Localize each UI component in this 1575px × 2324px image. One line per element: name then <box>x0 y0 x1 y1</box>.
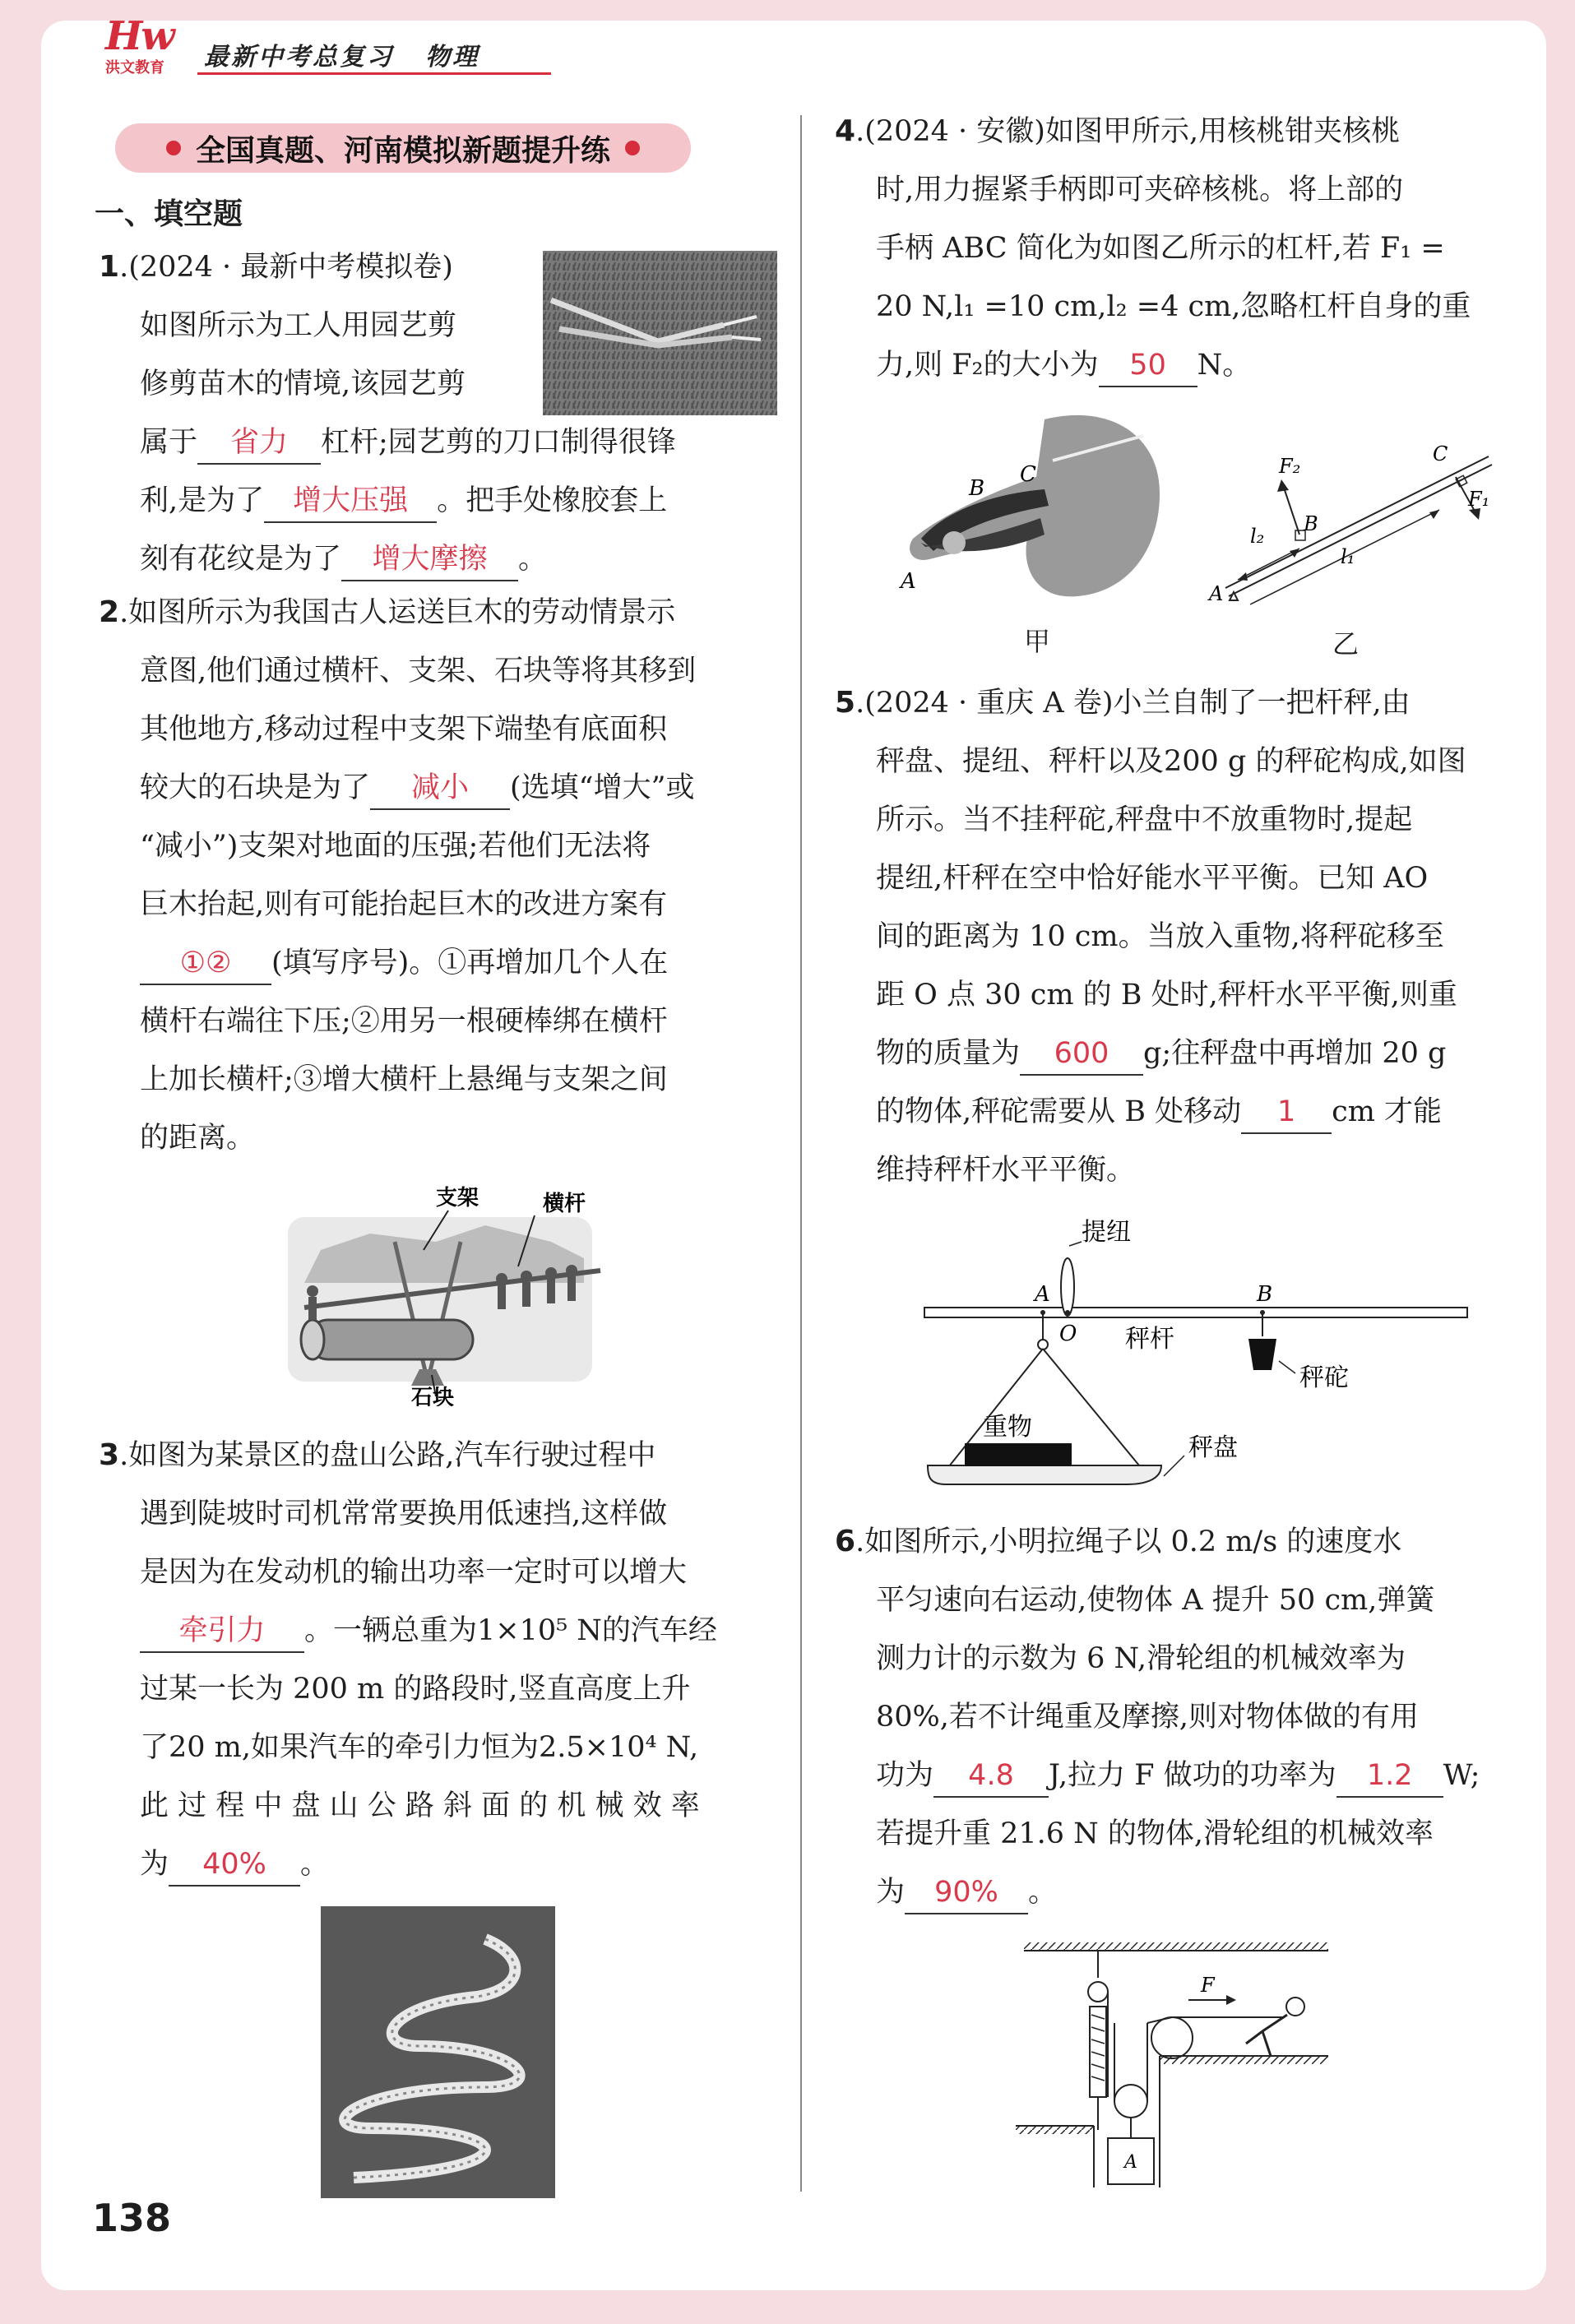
q6-line7b: 。 <box>1028 1876 1058 1909</box>
shears-photo <box>543 251 777 415</box>
q3-line8a: 为 <box>140 1848 169 1881</box>
q4b-label-C: C <box>1433 442 1448 465</box>
question-2 <box>99 584 790 1168</box>
pulley-system-diagram <box>1016 1941 1336 2187</box>
section-title <box>115 123 691 173</box>
subject-label: 物理 <box>425 43 479 72</box>
q5-line6: 距 O 点 30 cm 的 B 处时,秤杆水平平衡,则重 <box>876 979 1457 1012</box>
page-header <box>0 0 1575 92</box>
q3-line6: 了20 m,如果汽车的牵引力恒为2.5×10⁴ N, <box>140 1731 699 1764</box>
q6-line6: 若提升重 21.6 N 的物体,滑轮组的机械效率 <box>876 1817 1434 1850</box>
q5-answer-2: 1 <box>1241 1091 1332 1134</box>
label-pole: 横杆 <box>543 1192 586 1216</box>
q3-line7: 此 过 程 中 盘 山 公 路 斜 面 的 机 械 效 率 <box>140 1789 700 1822</box>
log-transport-illustration <box>271 1184 617 1406</box>
q4b-label-B: B <box>1304 512 1318 535</box>
q3-answer-1: 牵引力 <box>140 1610 304 1653</box>
q1-line6a: 刻有花纹是为了 <box>140 543 342 576</box>
logo-subtitle: 洪文教育 <box>105 59 164 76</box>
question-number: 6 <box>835 1525 856 1558</box>
q2-line4b: (选填“增大”或 <box>510 771 695 804</box>
q6-line5b: J,拉力 F 做功的功率为 <box>1049 1759 1336 1792</box>
label-O: O <box>1059 1322 1077 1346</box>
q6-answer-1: 4.8 <box>933 1755 1049 1798</box>
steelyard-diagram <box>913 1209 1489 1505</box>
q1-answer-3: 增大摩擦 <box>341 539 518 581</box>
q3-line3: 是因为在发动机的输出功率一定时可以增大 <box>140 1556 688 1589</box>
q2-answer-1: 减小 <box>370 767 510 810</box>
q4b-label-A: A <box>1209 582 1224 605</box>
figure-a-caption: 甲 <box>1024 626 1051 657</box>
label-rod: 秤杆 <box>1125 1325 1174 1354</box>
q1-line5a: 利,是为了 <box>140 484 265 517</box>
q2-line9: 上加长横杆;③增大横杆上悬绳与支架之间 <box>140 1063 668 1096</box>
q6-answer-2: 1.2 <box>1336 1755 1443 1798</box>
column-divider <box>800 115 802 2192</box>
q2-line5: “减小”)支架对地面的压强;若他们无法将 <box>140 830 651 863</box>
label-A: A <box>1035 1282 1050 1307</box>
q2-line1: .如图所示为我国古人运送巨木的劳动情景示 <box>119 596 676 629</box>
q5-line4: 提纽,杆秤在空中恰好能水平平衡。已知 AO <box>876 862 1429 895</box>
q4-line5b: N。 <box>1197 349 1252 382</box>
nutcracker-photo <box>896 403 1168 609</box>
q2-line6: 巨木抬起,则有可能抬起巨木的改进方案有 <box>140 888 668 921</box>
q5-line1: .(2024 · 重庆 A 卷)小兰自制了一把杆秤,由 <box>855 687 1411 720</box>
question-number: 2 <box>99 595 120 629</box>
q5-line8b: cm 才能 <box>1332 1095 1443 1128</box>
logo-mark: Hw <box>105 13 174 59</box>
q3-line4b: 。一辆总重为1×10⁵ N的汽车经 <box>304 1614 717 1647</box>
q6-line2: 平匀速向右运动,使物体 A 提升 50 cm,弹簧 <box>876 1584 1435 1617</box>
label-block-A: A <box>1124 2152 1137 2173</box>
q1-line3: 修剪苗木的情境,该园艺剪 <box>140 368 466 400</box>
q6-line1: .如图所示,小明拉绳子以 0.2 m/s 的速度水 <box>855 1525 1402 1558</box>
question-3 <box>99 1427 790 1894</box>
q2-line7b: (填写序号)。①再增加几个人在 <box>271 947 669 979</box>
q4a-label-C: C <box>1020 462 1036 487</box>
q4b-label-F1: F₁ <box>1468 488 1490 511</box>
q5-line8a: 的物体,秤砣需要从 B 处移动 <box>876 1095 1242 1128</box>
question-5 <box>835 674 1526 1200</box>
lever-diagram <box>1193 428 1513 609</box>
q2-line8: 横杆右端往下压;②用另一根硬棒绑在横杆 <box>140 1005 668 1038</box>
q5-line7a: 物的质量为 <box>876 1037 1021 1070</box>
section-title-text: 全国真题、河南模拟新题提升练 <box>195 133 610 168</box>
q2-line10: 的距离。 <box>140 1122 256 1155</box>
label-knob: 提纽 <box>1082 1218 1131 1247</box>
page-number: 138 <box>92 2196 172 2240</box>
q1-line4a: 属于 <box>140 426 198 459</box>
q1-line5b: 。把手处橡胶套上 <box>437 484 668 517</box>
q2-line2: 意图,他们通过横杆、支架、石块等将其移到 <box>140 655 697 687</box>
q4-line5a: 力,则 F₂的大小为 <box>876 349 1099 382</box>
q4-answer-1: 50 <box>1099 345 1197 387</box>
q6-answer-3: 90% <box>905 1872 1028 1914</box>
question-number: 3 <box>99 1438 120 1472</box>
q2-line3: 其他地方,移动过程中支架下端垫有底面积 <box>140 713 668 746</box>
label-stone: 石块 <box>411 1386 455 1406</box>
q4-line1: .(2024 · 安徽)如图甲所示,用核桃钳夹核桃 <box>855 115 1401 148</box>
q5-line3: 所示。当不挂秤砣,秤盘中不放重物时,提起 <box>876 803 1413 836</box>
q1-line2: 如图所示为工人用园艺剪 <box>140 309 457 342</box>
q6-line5c: W; <box>1443 1759 1480 1792</box>
question-number: 1 <box>99 250 120 284</box>
label-B: B <box>1257 1282 1273 1307</box>
q3-answer-2: 40% <box>169 1844 300 1887</box>
q4-line4: 20 N,l₁ =10 cm,l₂ =4 cm,忽略杠杆自身的重 <box>876 290 1471 323</box>
q6-line4: 80%,若不计绳重及摩擦,则对物体做的有用 <box>876 1701 1420 1734</box>
publisher-logo <box>105 13 196 76</box>
subheading: 一、填空题 <box>95 197 243 231</box>
label-support: 支架 <box>436 1186 479 1211</box>
mountain-road-photo <box>321 1906 555 2198</box>
question-6 <box>835 1513 1526 1922</box>
q4b-label-l1: l₁ <box>1341 545 1355 568</box>
q5-line9: 维持秤杆水平平衡。 <box>876 1154 1136 1187</box>
q6-line5a: 功为 <box>876 1759 934 1792</box>
q3-line5: 过某一长为 200 m 的路段时,竖直高度上升 <box>140 1673 691 1706</box>
q2-answer-2: ①② <box>140 942 271 985</box>
q4-line2: 时,用力握紧手柄即可夹碎核桃。将上部的 <box>876 174 1404 206</box>
q5-answer-1: 600 <box>1020 1033 1143 1076</box>
question-number: 5 <box>835 686 856 720</box>
q3-line2: 遇到陡坡时司机常常要换用低速挡,这样做 <box>140 1498 668 1530</box>
q3-line1: .如图为某景区的盘山公路,汽车行驶过程中 <box>119 1439 656 1472</box>
label-weight: 秤砣 <box>1299 1363 1349 1392</box>
q6-line7a: 为 <box>876 1876 906 1909</box>
q2-line4a: 较大的石块是为了 <box>140 771 371 804</box>
q1-answer-2: 增大压强 <box>264 480 437 523</box>
q5-line5: 间的距离为 10 cm。当放入重物,将秤砣移至 <box>876 920 1444 953</box>
q1-line6b: 。 <box>518 543 548 576</box>
book-title: 最新中考总复习 <box>204 43 394 72</box>
q4b-label-l2: l₂ <box>1250 525 1265 548</box>
q6-line3: 测力计的示数为 6 N,滑轮组的机械效率为 <box>876 1642 1406 1675</box>
q5-line2: 秤盘、提纽、秤杆以及200 g 的秤砣构成,如图 <box>876 745 1466 778</box>
q1-line1: .(2024 · 最新中考模拟卷) <box>119 251 453 284</box>
q4a-label-B: B <box>969 476 985 501</box>
label-object: 重物 <box>983 1413 1032 1442</box>
q1-line4b: 杠杆;园艺剪的刀口制得很锋 <box>321 426 676 459</box>
figure-b-caption: 乙 <box>1332 628 1360 660</box>
header-rule <box>197 72 551 75</box>
question-number: 4 <box>835 114 856 148</box>
q3-line8b: 。 <box>300 1848 330 1881</box>
q1-answer-1: 省力 <box>197 422 321 465</box>
running-head <box>204 36 511 72</box>
bullet-left <box>166 141 181 155</box>
q4b-label-F2: F₂ <box>1279 455 1301 478</box>
question-4 <box>835 103 1526 395</box>
bullet-right <box>625 141 640 155</box>
q5-line7b: g;往秤盘中再增加 20 g <box>1143 1037 1447 1070</box>
label-F: F <box>1201 1974 1215 1997</box>
q4-line3: 手柄 ABC 简化为如图乙所示的杠杆,若 F₁ = <box>876 232 1445 265</box>
label-pan: 秤盘 <box>1188 1433 1238 1462</box>
q4a-label-A: A <box>901 569 916 594</box>
